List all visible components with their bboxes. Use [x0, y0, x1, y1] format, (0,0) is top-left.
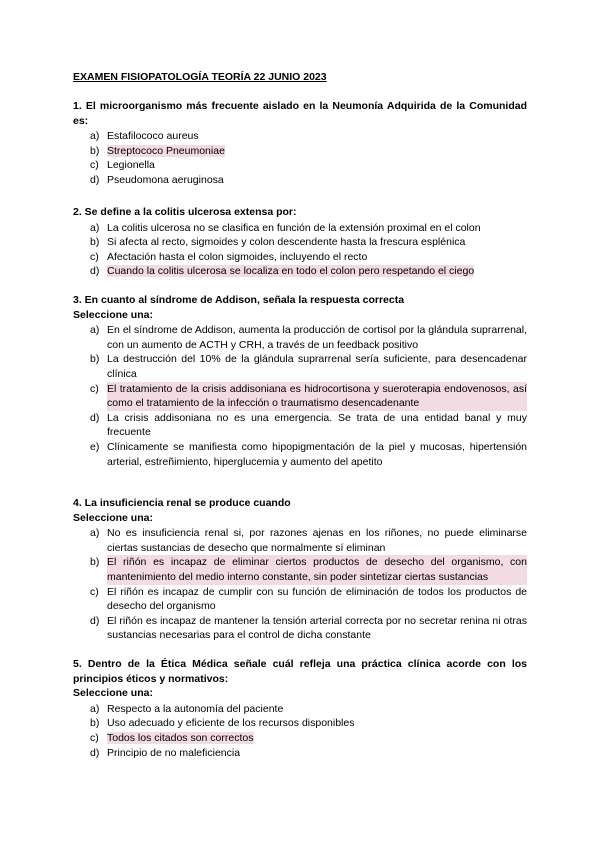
option-d[interactable]: d) Pseudomona aeruginosa [90, 173, 224, 186]
option-d[interactable]: d) El riñón es incapaz de mantener la tensión arterial correcta por no secretar renina ni otras sustancias necesarias para el control de dicha constante [90, 614, 527, 642]
answer-highlight: Todos los citados son correctos [107, 731, 254, 744]
select-prompt: Seleccione una: [73, 511, 153, 524]
option-d[interactable]: d) Cuando la colitis ulcerosa se localiza en todo el colon pero respetando el ciego [90, 265, 475, 278]
answer-highlight: Cuando la colitis ulcerosa se localiza en todo el colon pero respetando el ciego [107, 265, 475, 278]
question-5 [73, 657, 527, 760]
select-prompt: Seleccione una: [73, 687, 153, 700]
question-4 [73, 496, 527, 643]
option-e[interactable]: e) Clínicamente se manifiesta como hipopigmentación de la piel y mucosas, hipertensión arterial, estreñimiento, hiperglucemia y aumento del apetito [90, 440, 527, 468]
option-c[interactable]: c) El riñón es incapaz de cumplir con su función de eliminación de todos los productos de desecho del organismo [90, 585, 527, 613]
option-a[interactable]: a) Estafilococo aureus [90, 130, 199, 143]
option-list [73, 526, 527, 643]
question-3 [73, 293, 527, 469]
question-title: 4. La insuficiencia renal se produce cuando [73, 497, 291, 509]
option-a[interactable]: a) Respecto a la autonomía del paciente [90, 702, 284, 715]
option-c[interactable]: c) El tratamiento de la crisis addisoniana es hidrocortisona y sueroterapia endovenosos, así como el tratamiento de la infección o traumatismo desencadenante [90, 382, 527, 410]
option-a[interactable]: a) En el síndrome de Addison, aumenta la producción de cortisol por la glándula suprarrenal, con un aumento de ACTH y CRH, a través de un feedback positivo [90, 324, 527, 351]
question-2 [73, 205, 527, 279]
answer-highlight: Streptococo Pneumoniae [107, 144, 225, 157]
option-c[interactable]: c) Legionella [90, 159, 155, 172]
answer-highlight: El tratamiento de la crisis addisoniana es hidrocortisona y sueroterapia endovenosos, así como el tratamiento de la infección o traumatismo desencadenante [107, 382, 527, 410]
option-b[interactable]: b) Si afecta al recto, sigmoides y colon descendente hasta la frescura esplénica [90, 236, 466, 249]
question-title: 2. Se define a la colitis ulcerosa extensa por: [73, 206, 297, 218]
question-title: 1. El microorganismo más frecuente aislado en la Neumonía Adquirida de la Comunidad es: [73, 100, 527, 127]
option-c[interactable]: c) Todos los citados son correctos [90, 731, 254, 744]
option-list [73, 129, 527, 187]
option-d[interactable]: d) Principio de no maleficiencia [90, 746, 241, 759]
option-list [73, 221, 527, 279]
option-b[interactable]: b) El riñón es incapaz de eliminar ciertos productos de desecho del organismo, con mantenimiento del medio interno constante, sin poder sintetizar ciertas sustancias [90, 556, 527, 583]
answer-highlight: El riñón es incapaz de eliminar ciertos productos de desecho del organismo, con mantenimiento del medio interno constante, sin poder sintetizar ciertas sustancias [107, 556, 527, 583]
option-a[interactable]: a) No es insuficiencia renal si, por razones ajenas en los riñones, no puede eliminarse ciertas sustancias de desecho que normalmente sí eliminan [90, 527, 527, 554]
question-1 [73, 99, 527, 188]
question-title: 5. Dentro de la Ética Médica señale cuál refleja una práctica clínica acorde con los principios éticos y normativos: [73, 658, 527, 685]
exam-title: EXAMEN FISIOPATOLOGÍA TEORÍA 22 JUNIO 2023 [73, 71, 327, 83]
option-a[interactable]: a) La colitis ulcerosa no se clasifica en función de la extensión proximal en el colon [90, 221, 481, 234]
option-d[interactable]: d) La crisis addisoniana no es una emergencia. Se trata de una entidad banal y muy frecuente [90, 411, 527, 439]
question-title: 3. En cuanto al síndrome de Addison, señala la respuesta correcta [73, 294, 405, 306]
option-b[interactable]: b) La destrucción del 10% de la glándula suprarrenal sería suficiente, para desencadenar clínica [90, 353, 527, 380]
option-b[interactable]: b) Streptococo Pneumoniae [90, 144, 225, 157]
option-list [73, 702, 527, 760]
option-c[interactable]: c) Afectación hasta el colon sigmoides, incluyendo el recto [90, 250, 368, 263]
select-prompt: Seleccione una: [73, 308, 153, 321]
option-b[interactable]: b) Uso adecuado y eficiente de los recursos disponibles [90, 717, 355, 730]
option-list [73, 323, 527, 469]
